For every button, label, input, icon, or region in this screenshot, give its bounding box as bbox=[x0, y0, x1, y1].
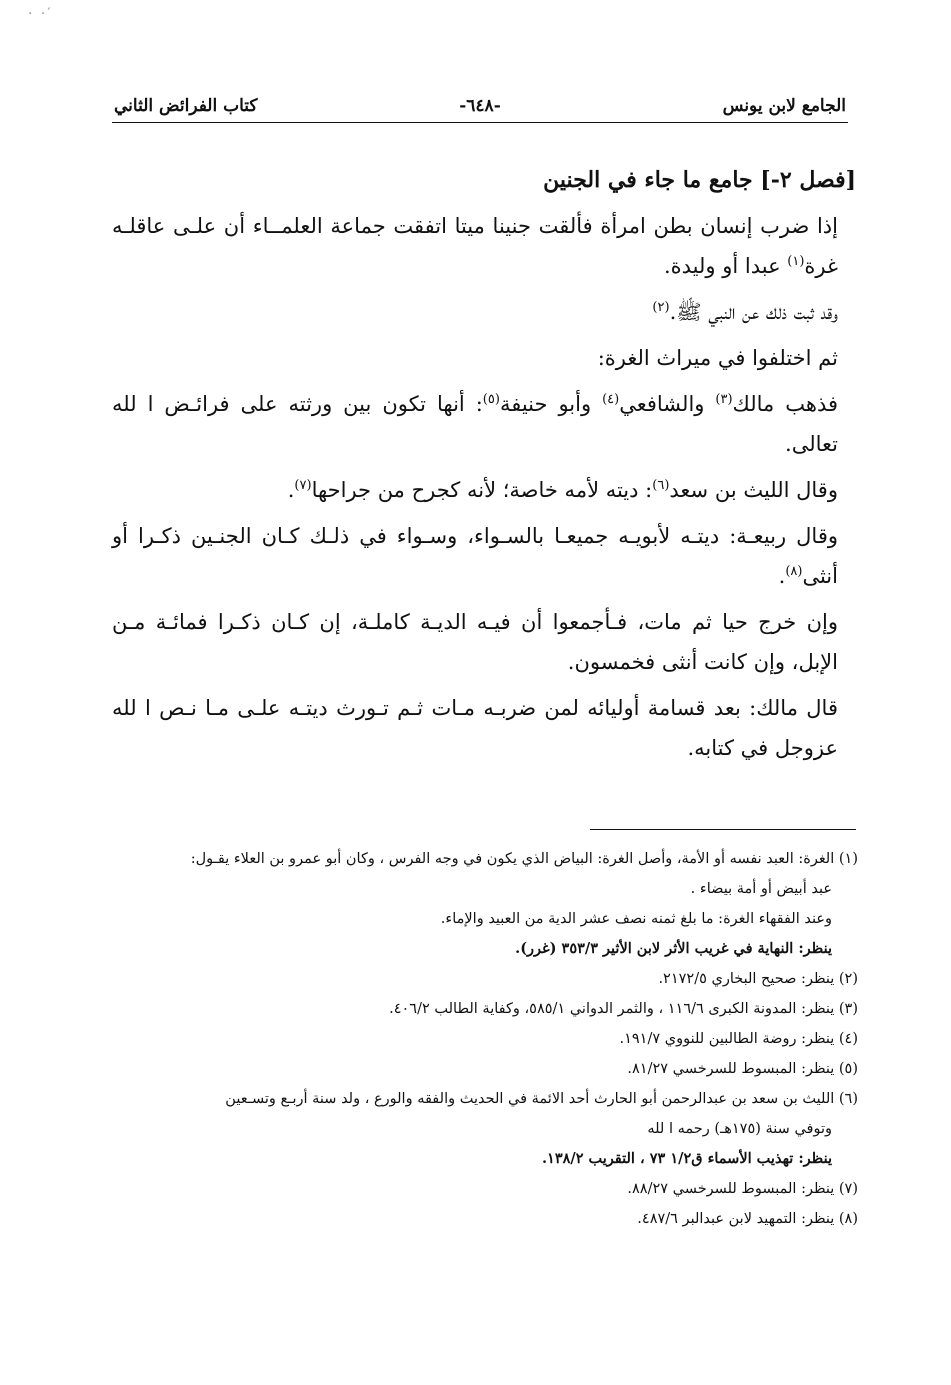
page-number: -٦٤٨- bbox=[459, 96, 501, 116]
footnote-6-continuation: وتوفي سنة (١٧٥هـ) رحمه ا لله bbox=[647, 1121, 832, 1137]
footnote-ref-7[interactable]: (٧) bbox=[294, 478, 312, 493]
footnote-ref-8[interactable]: (٨) bbox=[785, 564, 803, 579]
paragraph-6: وقال ربيعـة: ديتـه لأبويـه جميعـا بالسـواء، وسـواء في ذلـك كـان الجنـين ذكـرا أو أنثى$^{(٨)}$. bbox=[112, 524, 838, 588]
section-title: [فصل ٢-] جامع ما جاء في الجنين bbox=[543, 167, 856, 193]
running-header bbox=[112, 96, 848, 123]
header-book-title: الجامع لابن يونس bbox=[722, 96, 846, 116]
footnote-ref-2[interactable]: (٢) bbox=[652, 300, 670, 315]
paragraph-5: وقال الليث بن سعد$^{(٦)}$: ديته لأمه خاصة؛ لأنه كجرح من جراحها$^{(٧)}$. bbox=[287, 478, 838, 502]
footnote-3: (٣) ينظر: المدونة الكبرى ١١٦/٦ ، والثمر الدواني ٥٨٥/١، وكفاية الطالب ٤٠٦/٢. bbox=[389, 1001, 858, 1017]
footnote-1-reference: ينظر: النهاية في غريب الأثر لابن الأثير ٣٥٣/٣ (غرر). bbox=[515, 940, 832, 957]
footnote-separator bbox=[590, 829, 856, 830]
header-chapter-title: كتاب الفرائض الثاني bbox=[114, 96, 258, 116]
footnotes bbox=[112, 844, 858, 1234]
paragraph-4: فذهب مالك$^{(٣)}$ والشافعي$^{(٤)}$ وأبو حنيفة$^{(٥)}$: أنها تكون بين ورثته على فرائـض ا لله تعالى. bbox=[112, 392, 838, 456]
footnote-ref-3[interactable]: (٣) bbox=[715, 392, 733, 407]
footnote-6-reference: ينظر: تهذيب الأسماء ق١/٢ ٧٣ ، التقريب ١٣٨/٢. bbox=[541, 1150, 832, 1167]
footnote-4: (٤) ينظر: روضة الطالبين للنووي ١٩١/٧. bbox=[619, 1031, 858, 1047]
footnote-ref-5[interactable]: (٥) bbox=[482, 392, 500, 407]
paragraph-7: وإن خرج حيا ثم مات، فـأجمعوا أن فيـه الديـة كاملـة، إن كـان ذكـرا فمائـة مـن الإبل، وإن كانت أنثى فخمسون. bbox=[112, 610, 838, 674]
footnote-1-fiqh-definition: وعند الفقهاء الغرة: ما بلغ ثمنه نصف عشر الدية من العبيد والإماء. bbox=[440, 911, 832, 927]
footnote-ref-4[interactable]: (٤) bbox=[602, 392, 620, 407]
paragraph-1: إذا ضرب إنسان بطن امرأة فألقت جنينا ميتا اتفقت جماعة العلمــاء أن علـى عاقلـه غرة$^{(١)}$ عبدا أو وليدة. bbox=[112, 214, 838, 278]
footnote-8: (٨) ينظر: التمهيد لابن عبدالبر ٤٨٧/٦. bbox=[637, 1211, 858, 1227]
footnote-6: (٦) الليث بن سعد بن عبدالرحمن أبو الحارث أحد الائمة في الحديث والفقه والورع ، ولد سنة أربـع وتسـعين bbox=[225, 1091, 858, 1107]
footnote-1: (١) الغرة: العبد نفسه أو الأمة، وأصل الغرة: البياض الذي يكون في وجه الفرس ، وكان أبو عمرو بن العلاء يقـول: bbox=[190, 851, 858, 867]
main-text bbox=[112, 160, 856, 774]
footnote-ref-1[interactable]: (١) bbox=[787, 254, 805, 269]
paragraph-3: ثم اختلفوا في ميراث الغرة: bbox=[597, 346, 838, 370]
scan-artifact: · ·′ bbox=[28, 6, 53, 22]
paragraph-2: وقد ثبت ذلك عن النبي ﷺ.$^{(٢)}$ bbox=[652, 300, 838, 324]
footnote-5: (٥) ينظر: المبسوط للسرخسي ٨١/٢٧. bbox=[627, 1061, 858, 1077]
footnote-2: (٢) ينظر: صحيح البخاري ٢١٧٢/٥. bbox=[658, 971, 858, 987]
footnote-7: (٧) ينظر: المبسوط للسرخسي ٨٨/٢٧. bbox=[627, 1181, 858, 1197]
footnote-ref-6[interactable]: (٦) bbox=[652, 478, 670, 493]
footnote-1-continuation: عبد أبيض أو أمة بيضاء . bbox=[690, 881, 832, 897]
paragraph-8: قال مالك: بعد قسامة أوليائه لمن ضربـه مـات ثـم تـورث ديتـه علـى مـا نـص ا لله عزوجل في كتابه. bbox=[112, 696, 838, 760]
